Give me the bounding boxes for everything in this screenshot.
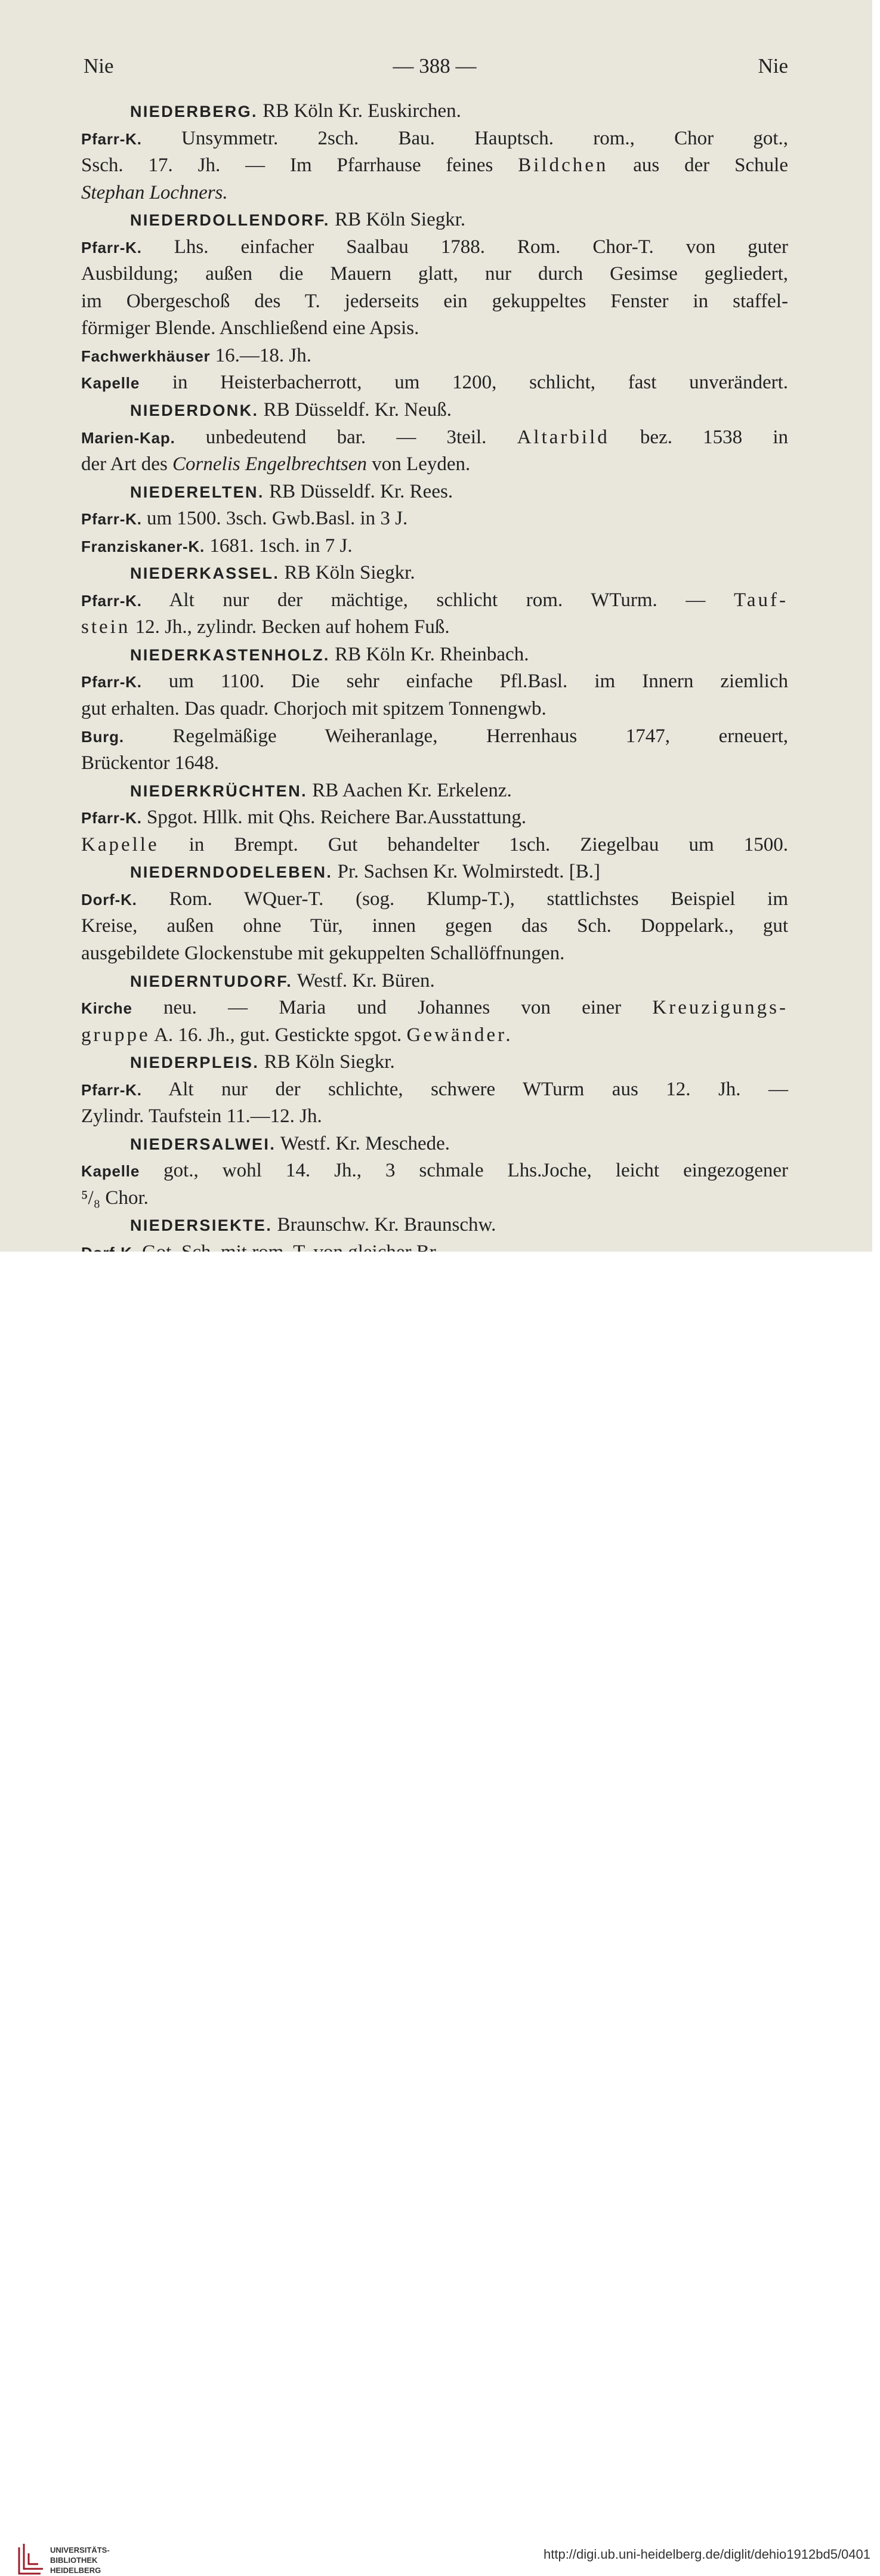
entry-line [81,369,788,397]
entry-text: RB Köln Siegkr. [279,562,415,584]
entry-line [81,180,788,207]
building-type: Pfarr-K. [81,809,142,827]
entry-line [81,750,788,777]
entry-line [81,994,788,1022]
entry [81,98,788,206]
entry-text: Spgot. Hllk. mit Qhs. Reichere Bar.Ausstattung. [141,807,527,829]
building-type: Pfarr-K. [81,1080,142,1099]
spaced-term: Gewänder. [406,1024,513,1046]
spaced-term: gruppe [81,1024,150,1046]
entry-text: um 1500. 3sch. Gwb.Basl. in 3 J. [141,508,408,530]
page-number: — 388 — [393,54,477,78]
building-type: Pfarr-K. [81,510,142,529]
entry-text: got., wohl 14. Jh., 3 schmale Lhs.Joche, leicht eingezogener [140,1160,788,1182]
entry-heading-line [81,560,788,587]
library-name-line: BIBLIOTHEK [50,2556,98,2565]
entry-text: Brückentor 1648. [81,752,219,774]
entry-heading-line [81,641,788,669]
place-name: NIEDERDOLLENDORF. [130,211,330,230]
entry-line [81,940,788,968]
entry-text: neu. — Maria und Johannes von einer [132,997,653,1019]
entry-text: förmiger Blende. Anschließend eine Apsis. [81,317,419,339]
entry-line [81,832,788,859]
building-type: Pfarr-K. [81,129,142,148]
spaced-term: Altarbild [517,426,610,448]
entry-text: Alt nur der mächtige, schlicht rom. WTurm. — [141,589,734,611]
place-name: NIEDERDONK. [130,401,259,420]
entry-text: Ssch. 17. Jh. — Im Pfarrhause feines [81,155,518,177]
entry-text: Pr. Sachsen Kr. Wolmirstedt. [B.] [332,861,600,883]
entry-text: 16.—18. Jh. [210,344,312,366]
entry-text: Alt nur der schlichte, schwere WTurm aus 12. Jh. — [141,1078,788,1100]
entry-heading-line [81,397,788,424]
entry [81,397,788,478]
running-header [81,52,788,80]
entry-text: Zylindr. Taufstein 11.—12. Jh. [81,1105,322,1128]
spaced-term: Bildchen [518,155,609,177]
header-left: Nie [84,54,114,78]
entry-text: RB Köln Kr. Euskirchen. [257,100,461,122]
entry-text: gut erhalten. Das quadr. Chorjoch mit spitzem Tonnengwb. [81,698,546,720]
place-name: NIEDERSIEKTE. [130,1216,273,1235]
entry-text: Regelmäßige Weiheranlage, Herrenhaus 1747, erneuert, [123,725,788,747]
entry-line [81,424,788,452]
entry-line [81,315,788,342]
building-type: Pfarr-K. [81,673,142,691]
entry-line [81,342,788,370]
entry-text: Westf. Kr. Büren. [292,969,435,992]
entry [81,206,788,397]
entry-text: aus der Schule [608,155,788,177]
entry-line [81,696,788,723]
entry-heading-line [81,1131,788,1158]
building-type: Kapelle [81,374,140,393]
library-logo-icon [14,2540,45,2576]
library-name-line: UNIVERSITÄTS- [50,2546,110,2555]
entry-heading-line [81,1049,788,1076]
entry-line [81,125,788,153]
entry-line [81,505,788,533]
place-name: NIEDERKRÜCHTEN. [130,782,308,800]
entry-line [81,152,788,180]
entry-heading-line [81,968,788,995]
place-name: NIEDERPLEIS. [130,1054,260,1072]
spaced-term: Kreuzigungs- [652,997,788,1019]
entry-line [81,1185,788,1212]
entry-line [81,913,788,940]
entry-line [81,886,788,913]
entry-text: RB Köln Siegkr. [259,1051,395,1073]
artist-name: Cornelis Engelbrechtsen [172,453,368,475]
entry [81,1131,788,1212]
entry-text: A. 16. Jh., gut. Gestickte spgot. [150,1024,407,1046]
place-name: NIEDERKASTENHOLZ. [130,645,330,664]
building-type: Franziskaner-K. [81,537,205,555]
place-name: NIEDERKASSEL. [130,564,280,583]
building-type: Kapelle [81,1162,140,1181]
building-type: Pfarr-K. [81,591,142,610]
entry-line [81,587,788,614]
place-name: NIEDERNTUDORF. [130,972,293,990]
spaced-term: Tauf- [734,589,788,611]
building-type: Dorf-K. [81,890,137,909]
entry-line [81,1076,788,1104]
entry-line [81,1103,788,1131]
entry-heading-line [81,478,788,506]
entry [81,1049,788,1131]
page-text [81,52,788,1267]
entry-text: im Obergeschoß des T. jederseits ein gekuppeltes Fenster in staffel- [81,290,788,312]
entry-line [81,668,788,696]
entry [81,560,788,641]
entry-text: von Leyden. [367,453,471,475]
spaced-term: stein [81,616,131,638]
entry-line [81,1157,788,1185]
building-type: Fachwerkhäuser [81,347,211,365]
entry-heading-line [81,777,788,805]
entry-line [81,533,788,560]
entry [81,858,788,967]
entry-heading-line [81,206,788,234]
entry-line [81,804,788,832]
entry-text: unbedeutend bar. — 3teil. [175,426,517,448]
entry-line [81,234,788,261]
entry-text: Westf. Kr. Meschede. [276,1132,450,1154]
building-type: Burg. [81,727,124,746]
gazetteer-entries [81,98,788,1267]
artist-name: Stephan Lochners. [81,181,228,203]
entry-line [81,1022,788,1049]
entry-text: Unsymmetr. 2sch. Bau. Hauptsch. rom., Chor got., [141,127,788,149]
entry-line [81,261,788,288]
entry-line [81,723,788,750]
entry-text: 1681. 1sch. in 7 J. [205,535,353,557]
building-type: Marien-Kap. [81,428,175,447]
entry-text: Lhs. einfacher Saalbau 1788. Rom. Chor-T. von guter [141,236,788,258]
entry-text: 12. Jh., zylindr. Becken auf hohem Fuß. [130,616,450,638]
entry-text: bez. 1538 in [609,426,789,448]
entry-text: ausgebildete Glockenstube mit gekuppelten Schallöffnungen. [81,942,565,964]
entry-text: RB Köln Kr. Rheinbach. [329,643,529,665]
place-name: NIEDERNDODELEBEN. [130,863,333,882]
entry [81,478,788,560]
header-right: Nie [758,54,788,78]
entry-line [81,614,788,641]
footer-bar [0,1252,880,2575]
building-type: Kirche [81,999,132,1018]
library-name-line: HEIDELBERG [50,2566,101,2575]
entry [81,777,788,859]
place-name: NIEDERBERG. [130,103,258,121]
place-name: NIEDERELTEN. [130,483,264,501]
entry-text: RB Aachen Kr. Erkelenz. [307,779,512,801]
entry-line [81,451,788,478]
entry-heading-line [81,98,788,125]
entry-text: der Art des [81,453,173,475]
entry-text: ⁵/₈ Chor. [81,1187,149,1209]
entry-heading-line [81,858,788,886]
building-type: Pfarr-K. [81,238,142,257]
spaced-term: Kapelle [81,833,159,855]
entry [81,641,788,777]
entry [81,968,788,1049]
entry-heading-line [81,1212,788,1239]
entry-text: um 1100. Die sehr einfache Pfl.Basl. im Innern ziemlich [141,671,788,693]
entry-text: Rom. WQuer-T. (sog. Klump-T.), stattlichstes Beispiel im [137,888,788,910]
entry-text: in Heisterbacherrott, um 1200, schlicht, fast unverändert. [140,372,788,394]
entry-text: RB Düsseldf. Kr. Neuß. [258,399,452,421]
entry-line [81,288,788,316]
entry-text: Braunschw. Kr. Braunschw. [272,1214,496,1236]
source-url-link[interactable]: http://digi.ub.uni-heidelberg.de/diglit/dehio1912bd5/0401 [544,2547,870,2562]
entry-text: in Brempt. Gut behandelter 1sch. Ziegelbau um 1500. [159,833,788,855]
place-name: NIEDERSALWEI. [130,1135,276,1153]
entry-text: RB Düsseldf. Kr. Rees. [264,480,453,502]
entry-text: Ausbildung; außen die Mauern glatt, nur durch Gesimse gegliedert, [81,263,788,285]
library-name [50,2545,110,2575]
entry-text: RB Köln Siegkr. [329,209,466,231]
entry-text: Kreise, außen ohne Tür, innen gegen das Sch. Doppelark., gut [81,915,788,937]
